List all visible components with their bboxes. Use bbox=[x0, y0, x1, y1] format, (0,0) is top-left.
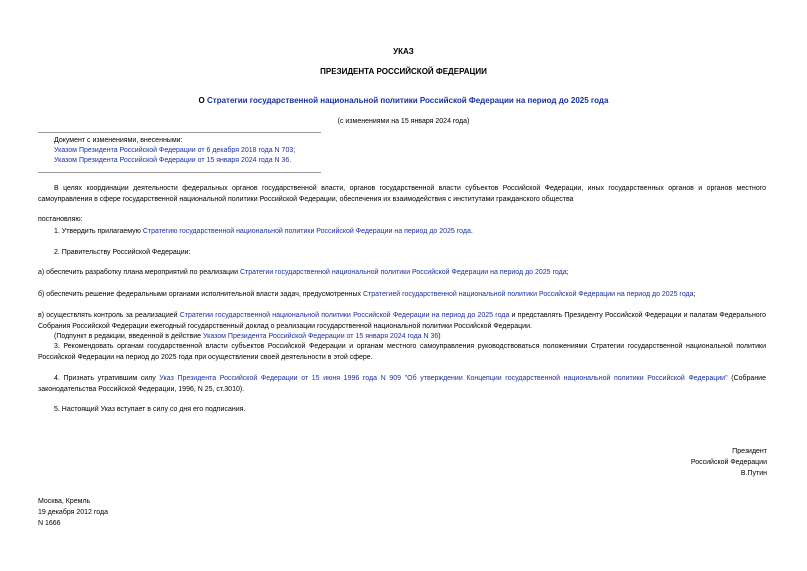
decree-subtitle: ПРЕЗИДЕНТА РОССИЙСКОЙ ФЕДЕРАЦИИ bbox=[320, 67, 487, 76]
item-1-strategy-link[interactable]: Стратегию государственной национальной политики Российской Федерации на период до 2025 года bbox=[142, 228, 471, 235]
item-4-text: 4. Признать утратившим силу bbox=[54, 375, 160, 382]
item-2b-strategy-link[interactable]: Стратегией государственной национальной политики Российской Федерации на период до 2025 года bbox=[362, 291, 694, 298]
item-2v-text: в) осуществлять контроль за реализацией bbox=[38, 312, 180, 319]
item-2b-suffix: ; bbox=[693, 291, 696, 298]
item-2v-note-text: (Подпункт в редакции, введенной в действие bbox=[54, 333, 203, 340]
amendment-link-2018[interactable]: Указом Президента Российской Федерации от 6 декабря 2018 года N 703; bbox=[54, 147, 296, 154]
amendments-top-rule bbox=[38, 132, 321, 133]
decree-heading bbox=[0, 96, 807, 106]
item-2a bbox=[38, 267, 766, 278]
decree-title: УКАЗ bbox=[393, 47, 414, 56]
item-2v-suffix: и представлять Президенту Российской Федерации и палатам Федерального Собрания Российской Федерации ежегодный государственный доклад о реализации государственной национальной политики Российской Федерации. bbox=[38, 312, 766, 330]
item-2: 2. Правительству Российской Федерации: bbox=[54, 249, 191, 256]
item-2a-text: а) обеспечить разработку плана мероприятий по реализации bbox=[38, 269, 240, 276]
amendments-bottom-rule bbox=[38, 172, 321, 173]
amendments-intro: Документ с изменениями, внесенными: bbox=[54, 137, 183, 144]
signature-name: В.Путин bbox=[740, 470, 767, 477]
item-2v bbox=[38, 310, 766, 332]
item-5: 5. Настоящий Указ вступает в силу со дня его подписания. bbox=[54, 406, 246, 413]
item-1-text: 1. Утвердить прилагаемую bbox=[54, 228, 143, 235]
item-2b bbox=[38, 289, 766, 300]
item-1-suffix: . bbox=[470, 228, 473, 235]
item-3: 3. Рекомендовать органам государственной власти субъектов Российской Федерации и органам местного самоуправления руководствоваться положениями Стратегии государственной национальной политики Российской Федерации на период до 2025 года при осуществлении своей деятельности в этой сфере. bbox=[38, 343, 766, 361]
item-2a-suffix: ; bbox=[566, 269, 569, 276]
item-2b-text: б) обеспечить решение федеральными органами исполнительной власти задач, предусмотренных bbox=[38, 291, 363, 298]
item-2v-note-link[interactable]: Указом Президента Российской Федерации от 15 января 2024 года N 36 bbox=[202, 333, 439, 340]
item-4 bbox=[38, 373, 766, 395]
amendment-link-2024[interactable]: Указом Президента Российской Федерации от 15 января 2024 года N 36. bbox=[54, 157, 292, 164]
preamble-text: В целях координации деятельности федеральных органов государственной власти, органов государственной власти субъектов Российской Федерации, иных государственных органов и органов местного самоуправления в сфере государственной национальной политики Российской Федерации, обеспечения их взаимодействия с институтами гражданского общества bbox=[38, 185, 766, 203]
revision-note: (с изменениями на 15 января 2024 года) bbox=[337, 118, 470, 125]
issue-number: N 1666 bbox=[38, 520, 61, 527]
item-2v-strategy-link[interactable]: Стратегии государственной национальной политики Российской Федерации на период до 2025 года bbox=[179, 312, 510, 319]
item-4-suffix: (Собрание законодательства Российской Федерации, 1996, N 25, ст.3010). bbox=[38, 375, 766, 393]
signature-title: Президент bbox=[732, 448, 767, 455]
item-1 bbox=[38, 226, 766, 237]
item-4-repealed-decree-link[interactable]: Указ Президента Российской Федерации от 15 июня 1996 года N 909 "Об утверждении Концепции государственной национальной политики Российской Федерации" bbox=[159, 375, 728, 382]
signature-country: Российской Федерации bbox=[690, 459, 767, 466]
item-2v-note-suffix: ) bbox=[438, 333, 441, 340]
issue-place: Москва, Кремль bbox=[38, 498, 91, 505]
issue-date: 19 декабря 2012 года bbox=[38, 509, 109, 516]
item-2a-strategy-link[interactable]: Стратегии государственной национальной политики Российской Федерации на период до 2025 года bbox=[239, 269, 567, 276]
issue-details bbox=[38, 496, 108, 529]
signature-block bbox=[691, 446, 767, 479]
decree-word: постановляю: bbox=[38, 216, 83, 223]
heading-prefix: О bbox=[198, 96, 207, 105]
strategy-heading-link[interactable]: Стратегии государственной национальной политики Российской Федерации на период до 2025 года bbox=[207, 96, 609, 105]
